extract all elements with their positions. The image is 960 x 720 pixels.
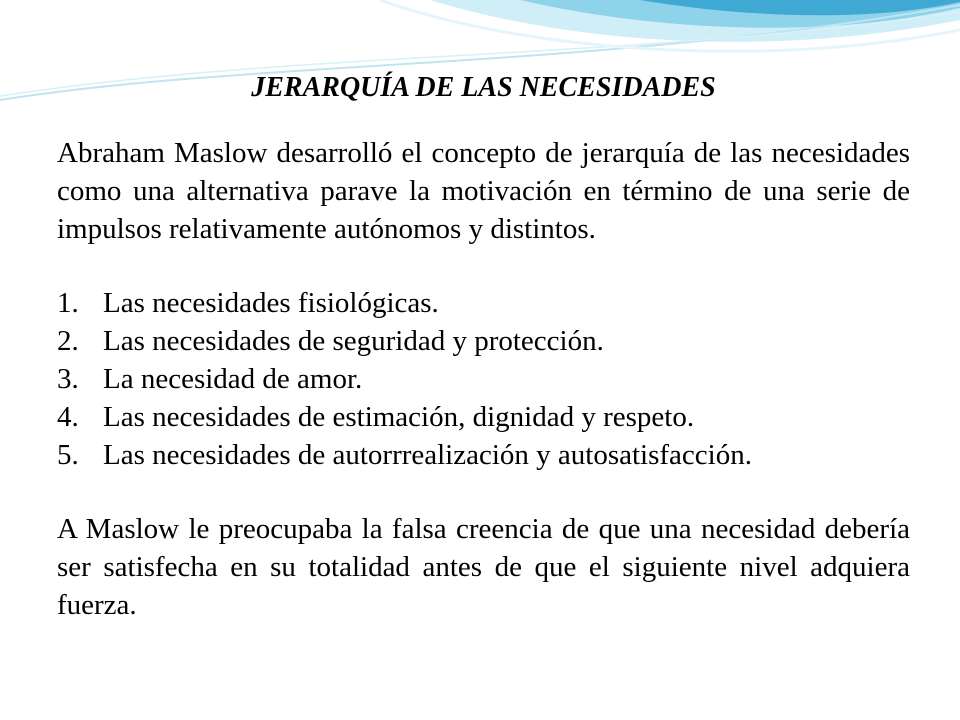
needs-list bbox=[57, 284, 910, 474]
list-item bbox=[57, 284, 910, 322]
list-item bbox=[57, 398, 910, 436]
list-item bbox=[57, 436, 910, 474]
list-item bbox=[57, 322, 910, 360]
list-item-text: Las necesidades de seguridad y protección. bbox=[103, 325, 604, 357]
closing-paragraph: A Maslow le preocupaba la falsa creencia de que una necesidad debería ser satisfecha en su totalidad antes de que el siguiente nivel adquiera fuerza. bbox=[57, 513, 910, 621]
list-item-text: Las necesidades fisiológicas. bbox=[103, 287, 439, 319]
list-item-number: 2. bbox=[57, 325, 79, 357]
list-item-number: 5. bbox=[57, 439, 79, 471]
list-item-number: 4. bbox=[57, 401, 79, 433]
list-item bbox=[57, 360, 910, 398]
list-item-number: 3. bbox=[57, 363, 79, 395]
slide-title: JERARQUÍA DE LAS NECESIDADES bbox=[251, 72, 716, 103]
list-item-text: La necesidad de amor. bbox=[103, 363, 363, 395]
intro-paragraph: Abraham Maslow desarrolló el concepto de jerarquía de las necesidades como una alternativa parave la motivación en término de una serie de impulsos relativamente autónomos y distintos. bbox=[57, 137, 910, 245]
slide-content bbox=[57, 70, 910, 624]
list-item-text: Las necesidades de estimación, dignidad y respeto. bbox=[103, 401, 695, 433]
list-item-number: 1. bbox=[57, 287, 79, 319]
list-item-text: Las necesidades de autorrrealización y autosatisfacción. bbox=[103, 439, 752, 471]
